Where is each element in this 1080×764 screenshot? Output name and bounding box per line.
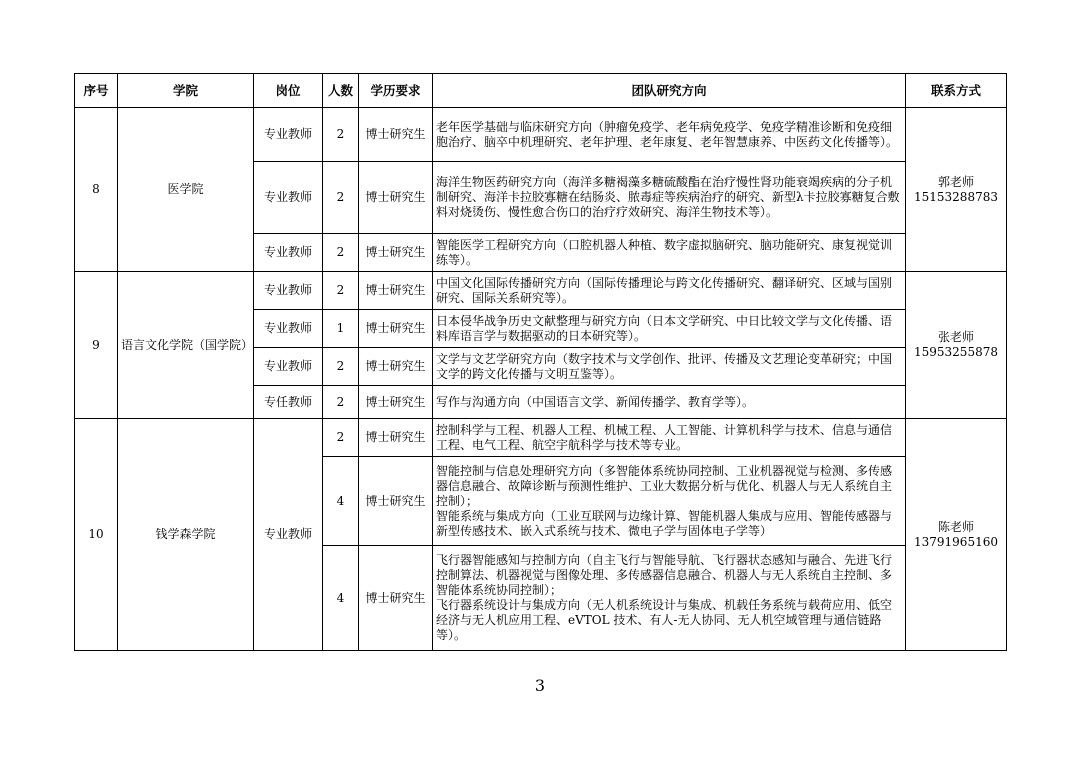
contact-cell — [906, 419, 1007, 651]
header-row — [75, 74, 1007, 108]
row-number: 8 — [75, 108, 118, 272]
count-cell: 2 — [323, 419, 359, 457]
post-cell: 专业教师 — [254, 234, 323, 272]
direction-cell: 海洋生物医药研究方向（海洋多糖褐藻多糖硫酸酯在治疗慢性肾功能衰竭疾病的分子机制研究、海洋卡拉胶寡糖在结肠炎、脓毒症等疾病治疗的研究、新型λ卡拉胶寡糖复合敷料对烧烫伤、慢性愈合伤口的治疗疗效研究、海洋生物技术等）。 — [433, 162, 906, 234]
header-no: 序号 — [75, 74, 118, 108]
post-cell: 专业教师 — [254, 348, 323, 386]
direction-cell: 写作与沟通方向（中国语言文学、新闻传播学、教育学等）。 — [433, 386, 906, 419]
direction-cell: 智能医学工程研究方向（口腔机器人种植、数字虚拟脑研究、脑功能研究、康复视觉训练等）。 — [433, 234, 906, 272]
education-cell: 博士研究生 — [359, 457, 433, 546]
header-college: 学院 — [118, 74, 254, 108]
post-cell: 专业教师 — [254, 310, 323, 348]
education-cell: 博士研究生 — [359, 108, 433, 162]
education-cell: 博士研究生 — [359, 272, 433, 310]
education-cell: 博士研究生 — [359, 348, 433, 386]
table-row — [75, 108, 1007, 162]
count-cell: 2 — [323, 272, 359, 310]
post-cell: 专业教师 — [254, 162, 323, 234]
table-row — [75, 419, 1007, 457]
contact-cell — [906, 272, 1007, 419]
direction-cell: 文学与文艺学研究方向（数字技术与文学创作、批评、传播及文艺理论变革研究；中国文学的跨文化传播与文明互鉴等）。 — [433, 348, 906, 386]
post-cell: 专任教师 — [254, 386, 323, 419]
education-cell: 博士研究生 — [359, 546, 433, 651]
direction-text: 智能系统与集成方向（工业互联网与边缘计算、智能机器人集成与应用、智能传感器与新型传感技术、嵌入式系统与技术、微电子学与固体电子学等） — [436, 508, 893, 538]
count-cell: 2 — [323, 108, 359, 162]
post-cell: 专业教师 — [254, 108, 323, 162]
count-cell: 2 — [323, 386, 359, 419]
education-cell: 博士研究生 — [359, 162, 433, 234]
count-cell: 2 — [323, 348, 359, 386]
contact-name: 陈老师 — [937, 519, 974, 534]
direction-text: 飞行器智能感知与控制方向（自主飞行与智能导航、飞行器状态感知与融合、先进飞行控制算法、机器视觉与图像处理、多传感器信息融合、机器人与无人系统自主控制、多智能体系统协同控制）； — [436, 553, 893, 597]
header-direction: 团队研究方向 — [433, 74, 906, 108]
direction-cell: 控制科学与工程、机器人工程、机械工程、人工智能、计算机科学与技术、信息与通信工程、电气工程、航空宇航科学与技术等专业。 — [433, 419, 906, 457]
count-cell: 2 — [323, 162, 359, 234]
college-name: 语言文化学院（国学院） — [118, 272, 254, 419]
row-number: 10 — [75, 419, 118, 651]
contact-phone: 13791965160 — [914, 534, 998, 549]
direction-cell — [433, 457, 906, 546]
table-row — [75, 272, 1007, 310]
education-cell: 博士研究生 — [359, 234, 433, 272]
direction-cell: 中国文化国际传播研究方向（国际传播理论与跨文化传播研究、翻译研究、区域与国别研究、国际关系研究等）。 — [433, 272, 906, 310]
count-cell: 4 — [323, 457, 359, 546]
post-cell: 专业教师 — [254, 272, 323, 310]
direction-text: 智能控制与信息处理研究方向（多智能体系统协同控制、工业机器视觉与检测、多传感器信息融合、故障诊断与预测性维护、工业大数据分析与优化、机器人与无人系统自主控制）； — [436, 463, 893, 508]
education-cell: 博士研究生 — [359, 419, 433, 457]
count-cell: 1 — [323, 310, 359, 348]
college-name: 钱学森学院 — [118, 419, 254, 651]
header-count: 人数 — [323, 74, 359, 108]
contact-phone: 15953255878 — [914, 345, 998, 359]
contact-phone: 15153288783 — [914, 189, 998, 204]
header-education: 学历要求 — [359, 74, 433, 108]
direction-cell: 老年医学基础与临床研究方向（肿瘤免疫学、老年病免疫学、免疫学精准诊断和免疫细胞治疗、脑卒中机理研究、老年护理、老年康复、老年智慧康养、中医药文化传播等）。 — [433, 108, 906, 162]
direction-text: 飞行器系统设计与集成方向（无人机系统设计与集成、机载任务系统与载荷应用、低空经济与无人机应用工程、eVTOL 技术、有人-无人协同、无人机空域管理与通信链路等）。 — [436, 598, 893, 642]
count-cell: 2 — [323, 234, 359, 272]
education-cell: 博士研究生 — [359, 386, 433, 419]
contact-name: 郭老师 — [937, 174, 974, 189]
contact-cell — [906, 108, 1007, 272]
row-number: 9 — [75, 272, 118, 419]
college-name: 医学院 — [118, 108, 254, 272]
direction-cell — [433, 546, 906, 651]
header-contact: 联系方式 — [906, 74, 1007, 108]
direction-cell: 日本侵华战争历史文献整理与研究方向（日本文学研究、中日比较文学与文化传播、语料库语言学与数据驱动的日本研究等）。 — [433, 310, 906, 348]
page-number: 3 — [534, 676, 546, 695]
contact-name: 张老师 — [937, 330, 974, 344]
post-cell: 专业教师 — [254, 419, 323, 651]
count-cell: 4 — [323, 546, 359, 651]
header-post: 岗位 — [254, 74, 323, 108]
recruitment-table — [74, 73, 1007, 651]
education-cell: 博士研究生 — [359, 310, 433, 348]
